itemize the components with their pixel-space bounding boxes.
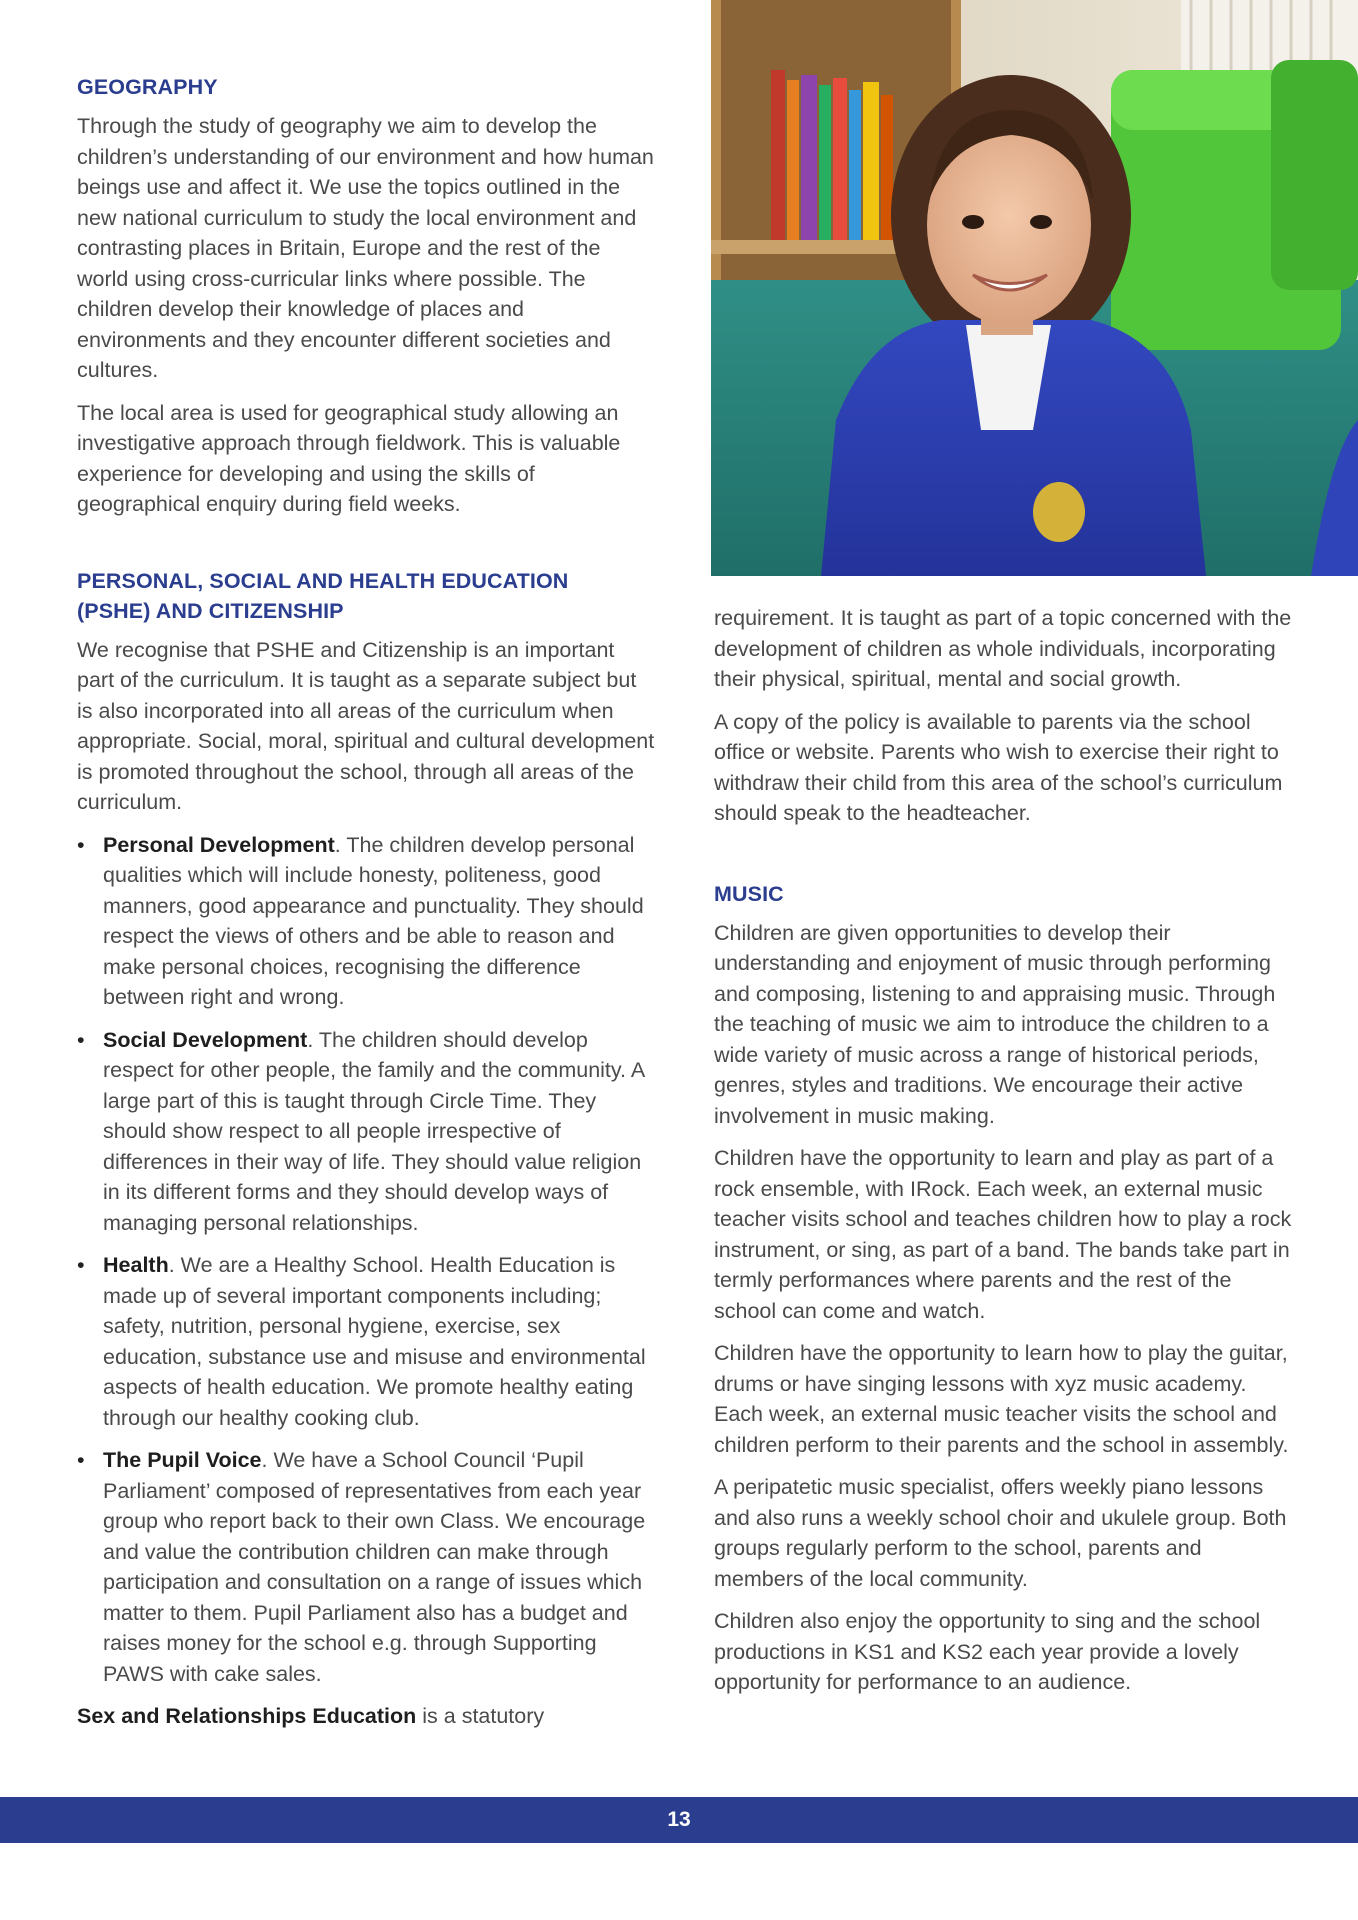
- bullet-title: Personal Development: [103, 832, 335, 857]
- list-item: [77, 1025, 657, 1239]
- pshe-heading-line-2: (PSHE) AND CITIZENSHIP: [77, 598, 344, 623]
- bullet-title: Social Development: [103, 1027, 308, 1052]
- list-item: [77, 830, 657, 1013]
- policy-paragraph: A copy of the policy is available to parents via the school office or website. Parents who wish to exercise their right to withdraw their child from this area of the school’s curriculum should speak to the headteacher.: [714, 709, 1283, 825]
- bullet-text: . The children develop personal qualities which will include honesty, politeness, good manners, good appearance and punctuality. They should respect the views of others and be able to reason and make personal choices, recognising the difference between right and wrong.: [103, 832, 644, 1009]
- sre-paragraph-start: [77, 1701, 657, 1732]
- bullet-icon: •: [77, 1253, 85, 1277]
- geography-paragraph-1: Through the study of geography we aim to develop the children’s understanding of our environment and how human beings use and affect it. We use the topics outlined in the new national curriculum to study the local environment and contrasting places in Britain, Europe and the rest of the world using cross-curricular links where possible. The children develop their knowledge of places and environments and they encounter different societies and cultures.: [77, 114, 654, 382]
- pshe-heading-line-1: PERSONAL, SOCIAL AND HEALTH EDUCATION: [77, 568, 569, 593]
- bullet-text: . The children should develop respect for other people, the family and the community. A large part of this is taught through Circle Time. They should show respect to all people irrespective of differences in their way of life. They should value religion in its different forms and they should develop ways of managing personal relationships.: [103, 1027, 644, 1235]
- music-heading: MUSIC: [714, 881, 784, 906]
- sre-text: is a statutory: [416, 1704, 545, 1728]
- bullet-icon: •: [77, 1027, 85, 1052]
- student-photo: [711, 0, 1358, 576]
- geography-paragraph-2: The local area is used for geographical study allowing an investigative approach through fieldwork. This is valuable experience for developing and using the skills of geographical enquiry during field weeks.: [77, 400, 621, 516]
- bullet-icon: •: [77, 832, 85, 857]
- page-number: 13: [667, 1808, 691, 1831]
- pshe-bullet-list: [77, 830, 657, 1690]
- footer-bar: [0, 1797, 1358, 1843]
- sre-continued: requirement. It is taught as part of a topic concerned with the development of children as whole individuals, incorporating their physical, spiritual, mental and social growth.: [714, 606, 1292, 691]
- bullet-title: The Pupil Voice: [103, 1448, 262, 1472]
- bullet-text: . We have a School Council ‘Pupil Parliament’ composed of representatives from each year group who report back to their own Class. We encourage and value the contribution children can make through participation and consultation on a range of issues which matter to them. Pupil Parliament also has a budget and raises money for the school e.g. through Supporting PAWS with cake sales.: [103, 1448, 646, 1686]
- left-column: [77, 72, 657, 1732]
- bullet-title: Health: [103, 1253, 169, 1277]
- list-item: [77, 1445, 657, 1689]
- music-paragraph-4: A peripatetic music specialist, offers weekly piano lessons and also runs a weekly school choir and ukulele group. Both groups regularly perform to the school, parents and members of the local community.: [714, 1475, 1287, 1591]
- pshe-intro: We recognise that PSHE and Citizenship is an important part of the curriculum. It is taught as a separate subject but is also incorporated into all areas of the curriculum when appropriate. Social, moral, spiritual and cultural development is promoted throughout the school, through all areas of the curriculum.: [77, 637, 655, 814]
- bullet-icon: •: [77, 1448, 85, 1472]
- music-paragraph-1: Children are given opportunities to develop their understanding and enjoyment of music through performing and composing, listening to and appraising music. Through the teaching of music we aim to introduce the children to a wide variety of music across a range of historical periods, genres, styles and traditions. We encourage their active involvement in music making.: [714, 920, 1276, 1128]
- music-paragraph-2: Children have the opportunity to learn and play as part of a rock ensemble, with IRock. Each week, an external music teacher visits school and teaches children how to play a rock instrument, or sing, as part of a band. The bands take part in termly performances where parents and the rest of the school can come and watch.: [714, 1146, 1292, 1323]
- bullet-text: . We are a Healthy School. Health Education is made up of several important components including; safety, nutrition, personal hygiene, exercise, sex education, substance use and misuse and environmental aspects of health education. We promote healthy eating through our healthy cooking club.: [103, 1253, 646, 1430]
- music-paragraph-5: Children also enjoy the opportunity to sing and the school productions in KS1 and KS2 each year provide a lovely opportunity for performance to an audience.: [714, 1609, 1261, 1694]
- sre-title: Sex and Relationships Education: [77, 1704, 417, 1728]
- right-column: [714, 603, 1294, 1698]
- list-item: [77, 1250, 657, 1433]
- geography-heading: GEOGRAPHY: [77, 75, 218, 99]
- music-paragraph-3: Children have the opportunity to learn how to play the guitar, drums or have singing lessons with xyz music academy. Each week, an external music teacher visits the school and children perform to their parents and the school in assembly.: [714, 1341, 1289, 1457]
- pshe-heading: [77, 566, 657, 626]
